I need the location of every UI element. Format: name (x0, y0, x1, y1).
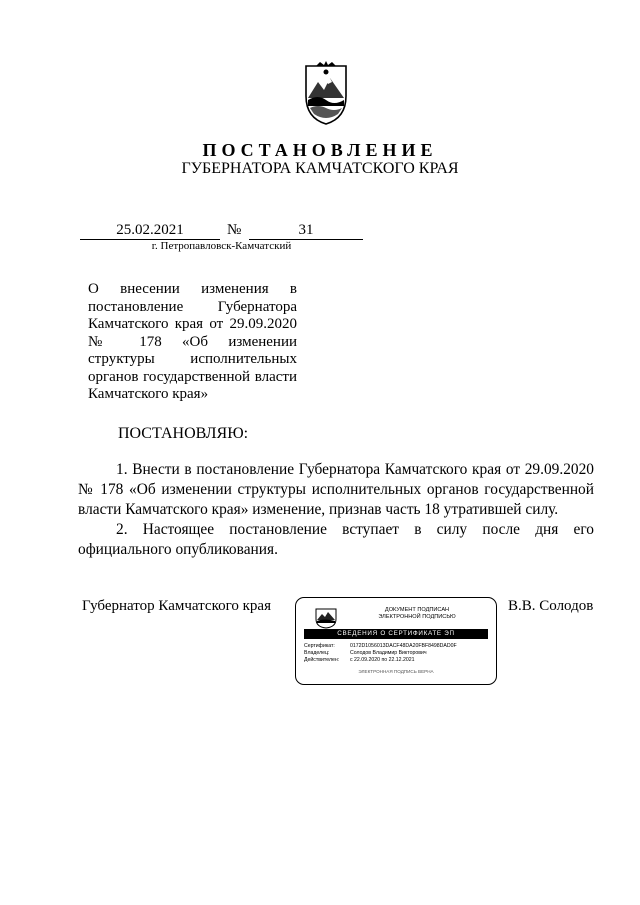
document-subtitle: ГУБЕРНАТОРА КАМЧАТСКОГО КРАЯ (181, 160, 459, 177)
validity-value: с 22.09.2020 по 22.12.2021 (350, 657, 415, 663)
stamp-owner-row (304, 650, 427, 656)
document-body (78, 460, 594, 560)
certificate-value: 0172D1056013DACF48DA20FBF8498DAD0F (350, 643, 457, 649)
document-city: г. Петропавловск-Камчатский (151, 240, 292, 252)
signatory-name: В.В. Солодов (508, 598, 594, 614)
stamp-footer: ЭЛЕКТРОННАЯ ПОДПИСЬ ВЕРНА (358, 669, 434, 674)
paragraph-1: 1. Внести в постановление Губернатора Камчатского края от 29.09.2020 № 178 «Об изменении структуры исполнительных органов государственной власти Камчатского края» изменение, признав часть 18 утратившей силу. (78, 461, 594, 518)
stamp-certificate-bar: СВЕДЕНИЯ О СЕРТИФИКАТЕ ЭП (304, 629, 488, 639)
validity-label: Действителен: (304, 657, 340, 663)
stamp-header-line2: ЭЛЕКТРОННОЙ ПОДПИСЬЮ (378, 614, 456, 620)
certificate-label: Сертификат: (304, 643, 335, 649)
decree-word: ПОСТАНОВЛЯЮ: (118, 425, 249, 442)
paragraph-2: 2. Настоящее постановление вступает в силу после дня его официального опубликования. (78, 521, 594, 558)
emblem-icon (312, 607, 340, 629)
stamp-validity-row (304, 657, 415, 663)
owner-value: Солодов Владимир Викторович (350, 650, 427, 656)
owner-label: Владелец: (304, 650, 330, 656)
document-date: 25.02.2021 (80, 221, 220, 240)
document-number: 31 (249, 221, 363, 240)
stamp-header (358, 607, 476, 621)
number-sign: № (227, 222, 242, 238)
document-title: ПОСТАНОВЛЕНИЕ (202, 140, 438, 160)
stamp-header-line1: ДОКУМЕНТ ПОДПИСАН (384, 607, 450, 613)
electronic-signature-stamp (295, 597, 497, 685)
signatory-position: Губернатор Камчатского края (82, 598, 271, 614)
coat-of-arms-emblem (298, 60, 354, 126)
stamp-certificate-row (304, 643, 457, 649)
document-about: О внесении изменения в постановление Губернатора Камчатского края от 29.09.2020 № 178 «Об изменении структуры исполнительных органов государственной власти Камчатского края» (88, 281, 297, 402)
